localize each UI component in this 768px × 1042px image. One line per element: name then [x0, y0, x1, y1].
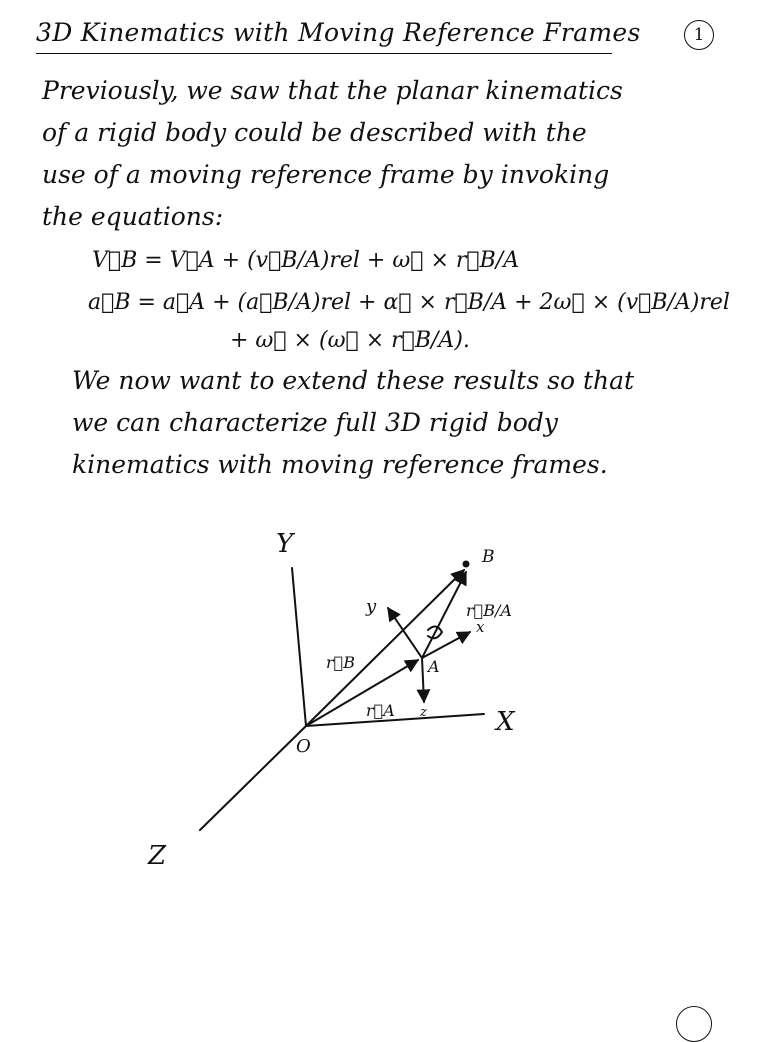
r-ba-label: r⃗B/A: [466, 601, 512, 620]
text-line: the equations:: [42, 202, 224, 231]
point-b-label: B: [482, 547, 495, 567]
text-line: of a rigid body could be described with the: [42, 118, 587, 147]
origin-label: O: [296, 736, 311, 757]
global-y-axis: [292, 568, 306, 726]
r-b-label: r⃗B: [326, 653, 356, 672]
local-y-label: y: [366, 596, 377, 617]
text-line: Previously, we saw that the planar kinematics: [42, 76, 623, 105]
text-line: kinematics with moving reference frames.: [72, 450, 608, 479]
global-y-label: Y: [276, 529, 294, 559]
global-x-label: X: [496, 707, 515, 737]
page-title: 3D Kinematics with Moving Reference Frames: [36, 18, 641, 47]
text-line: we can characterize full 3D rigid body: [72, 408, 558, 437]
page-number: 1: [684, 20, 714, 50]
text-line: We now want to extend these results so that: [72, 366, 635, 395]
title-underline: [36, 53, 612, 54]
local-x-label: x: [476, 618, 485, 636]
conclusion-paragraph: [72, 360, 634, 486]
next-page-marker: [676, 1006, 712, 1042]
local-z-axis: [422, 658, 424, 702]
velocity-equation: V⃗B = V⃗A + (v⃗B/A)rel + ω⃗ × r⃗B/A: [92, 248, 520, 273]
local-z-label: z: [420, 705, 427, 720]
reference-frame-diagram: [0, 500, 768, 900]
text-line: use of a moving reference frame by invoking: [42, 160, 610, 189]
intro-paragraph: [42, 70, 623, 238]
global-z-label: Z: [148, 841, 167, 871]
acceleration-equation-continued: + ω⃗ × (ω⃗ × r⃗B/A).: [230, 328, 470, 353]
point-a-label: A: [428, 657, 440, 676]
global-z-axis: [200, 726, 306, 830]
acceleration-equation: a⃗B = a⃗A + (a⃗B/A)rel + α⃗ × r⃗B/A + 2ω⃗ × (v⃗B/A)rel: [88, 290, 730, 315]
r-a-label: r⃗A: [366, 701, 395, 720]
point-b-dot: [463, 561, 470, 568]
global-x-axis: [306, 714, 484, 726]
